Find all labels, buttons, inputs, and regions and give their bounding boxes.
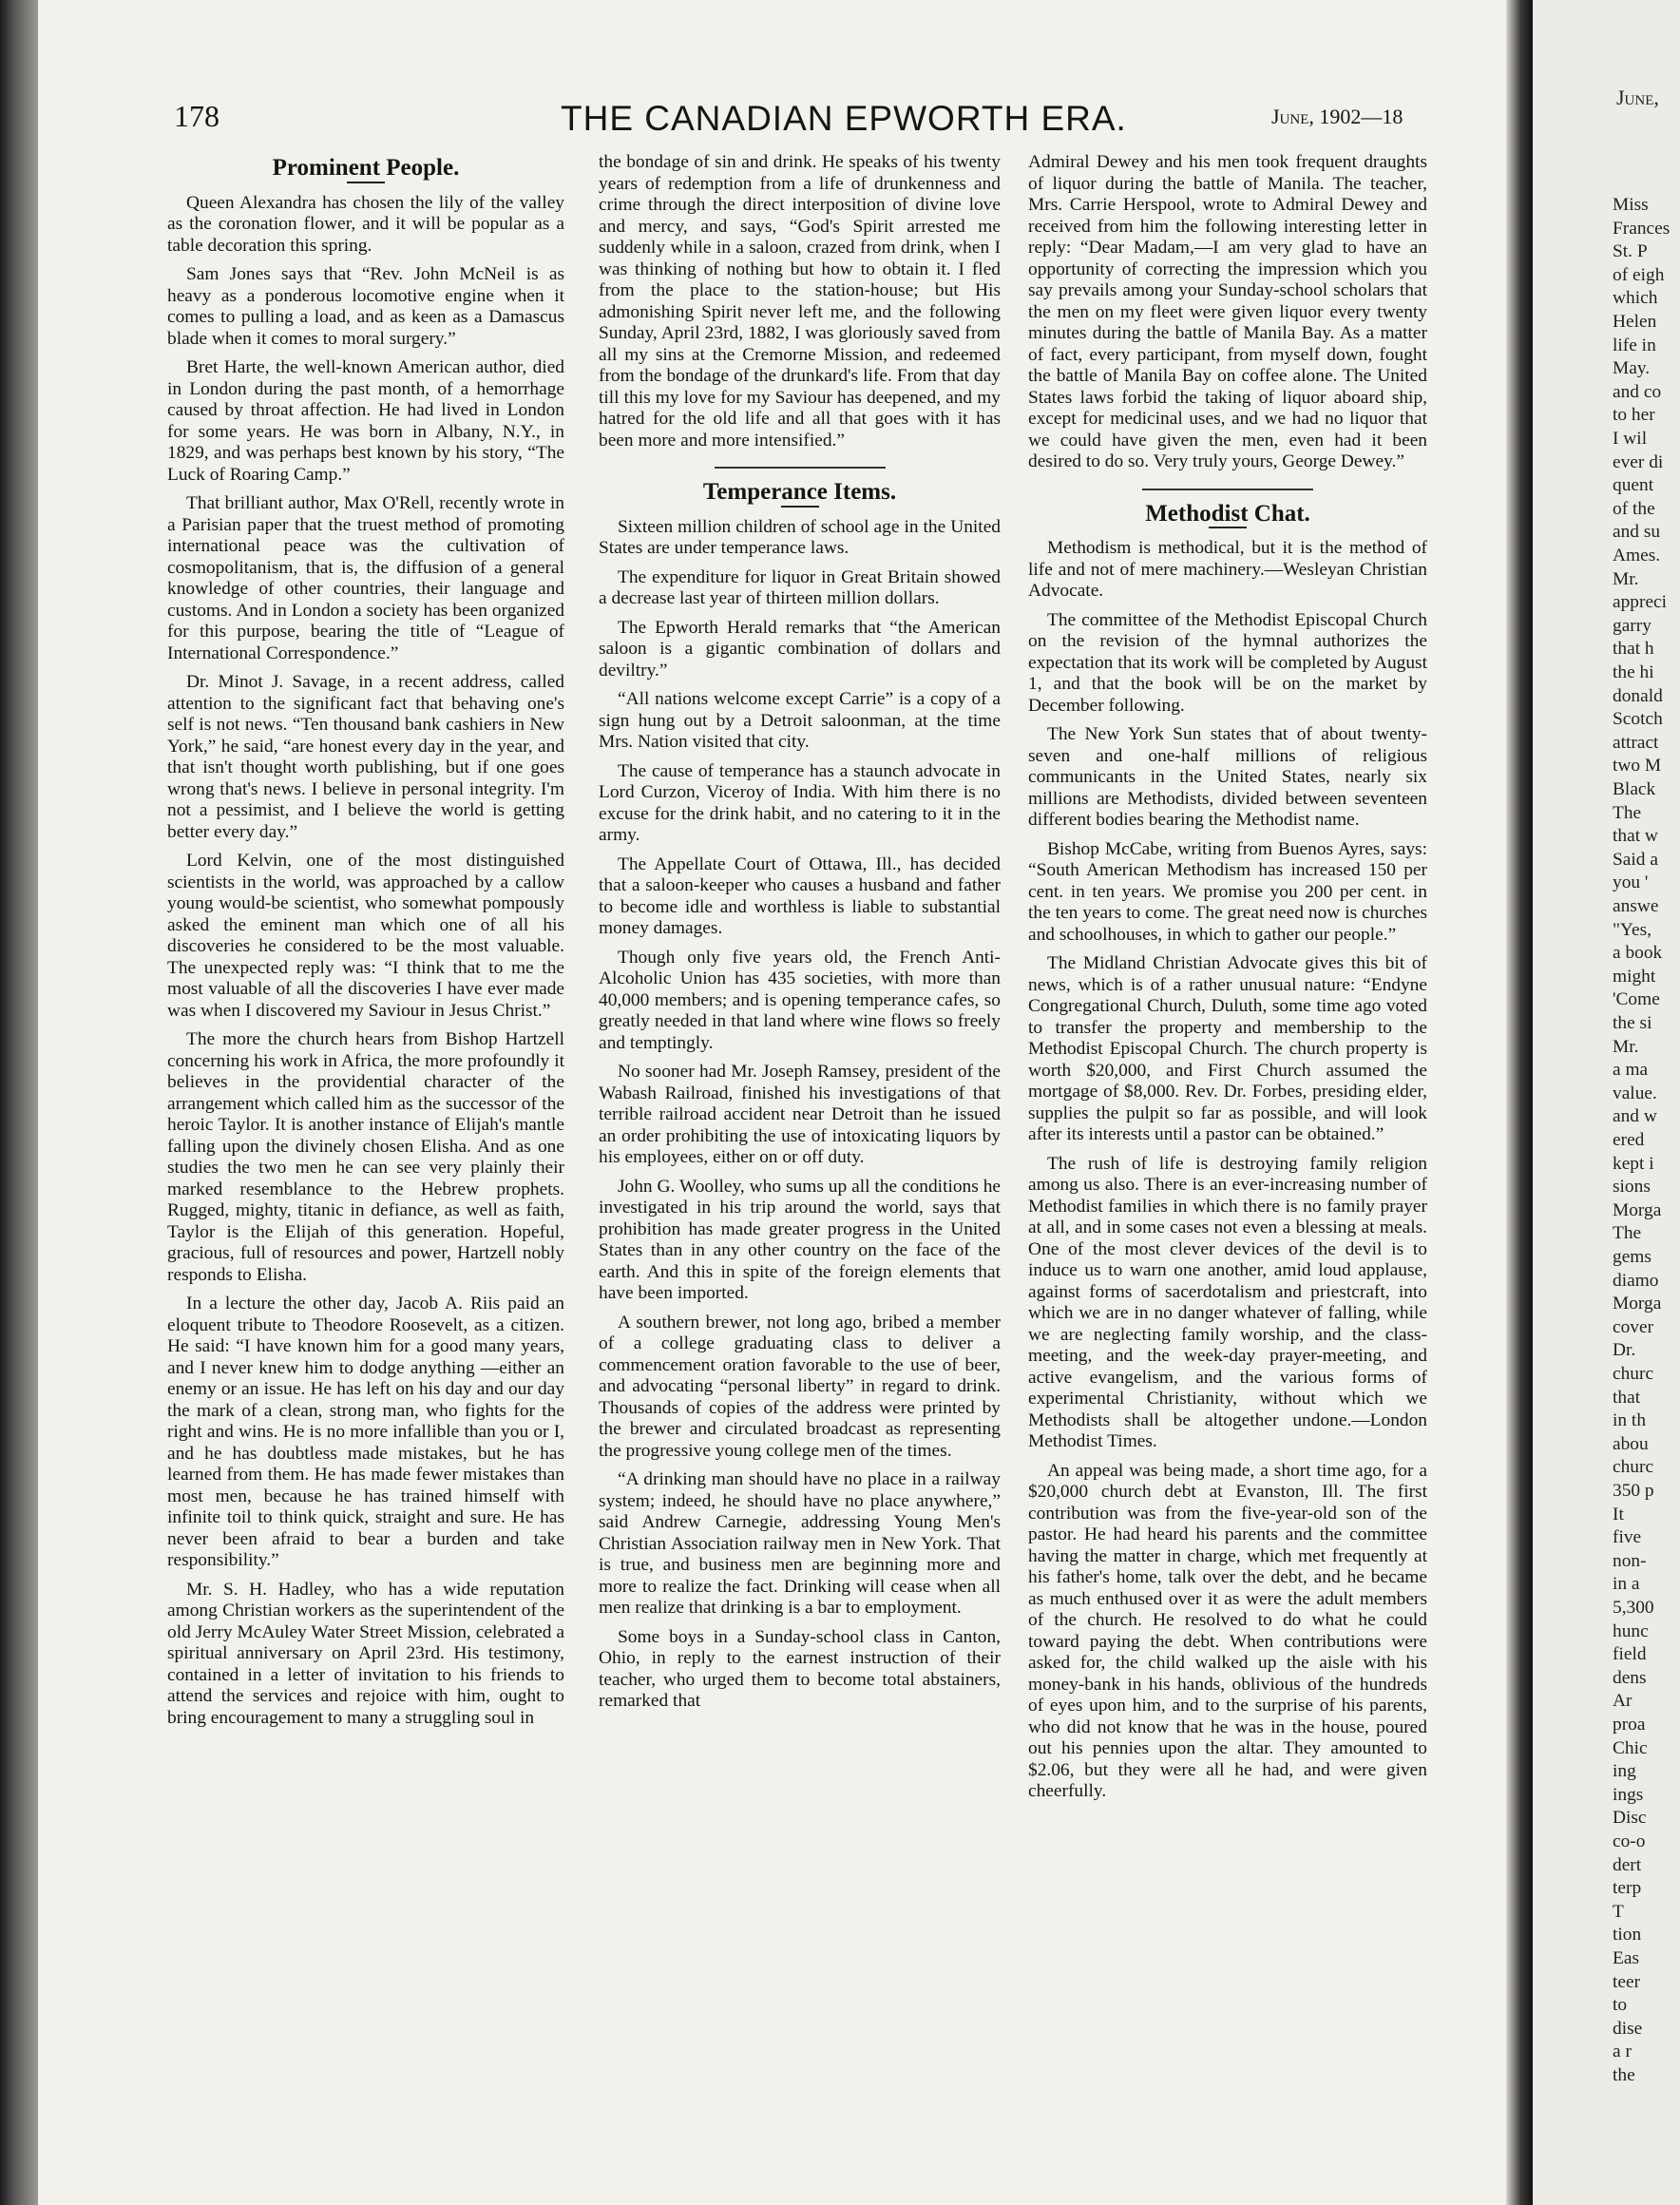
page-number: 178 <box>174 99 220 133</box>
next-page-fragment: Ar <box>1613 1691 1632 1712</box>
next-page-fragment: might <box>1613 966 1656 987</box>
next-page-fragment: Eas <box>1613 1948 1639 1968</box>
article-paragraph: The rush of life is destroying family religion among us also. There is an ever-increasing number of Methodist families in which there is no family prayer at all, and in some cases not even a blessing at meals. One of the most clever devices of the devil is to induce us to warn one another, amid loud applause, against forms of sacerdotalism and priestcraft, into which we are in no danger whatever of falling, while we are neglecting family worship, and the class-meeting, and the week-day prayer-meeting, and active evangelism, and the various forms of experimental Christianity, without which we Methodists shall be altogether undone.—London Methodist Times. <box>1028 1153 1427 1451</box>
next-page-fragment: sions <box>1613 1177 1651 1198</box>
article-paragraph: Bishop McCabe, writing from Buenos Ayres, says: “South American Methodism has increased 150 per cent. in ten years. We promise you 200 per cent. in the ten years to come. The great need now is churches and schoolhouses, in which to gather our people.” <box>1028 838 1427 945</box>
article-paragraph: Bret Harte, the well-known American author, died in London during the past month, of a hemorrhage caused by throat affection. He had lived in London for some years. He was born in Albany, N.Y., in 1829, and was perhaps best known by his story, “The Luck of Roaring Camp.” <box>167 357 564 485</box>
next-page-fragment: five <box>1613 1527 1642 1548</box>
next-page-fragment: and su <box>1613 522 1661 543</box>
next-page-fragment: Ames. <box>1613 546 1661 566</box>
next-page-header: June, <box>1616 86 1659 109</box>
column-2-body <box>599 517 1001 1713</box>
heading-rule <box>781 506 819 508</box>
next-page-fragment: of eigh <box>1613 264 1665 285</box>
section-separator <box>1142 489 1313 490</box>
article-paragraph: No sooner had Mr. Joseph Ramsey, president of the Wabash Railroad, finished his investigations of that terrible railroad accident near Detroit than he issued an order prohibiting the use of intoxicating liquors by his employees, either on or off duty. <box>599 1062 1001 1167</box>
next-page-fragment: Said a <box>1613 849 1658 870</box>
next-page-fragment: 'Come <box>1613 989 1660 1010</box>
article-paragraph: A southern brewer, not long ago, bribed a member of a college graduating class to deliver a commencement oration favorable to the use of beer, and advocating “personal liberty” in regard to drink. Thousands of copies of the address were printed by the brewer and circulated broadcast as representing the progressive young college men of the times. <box>599 1312 1001 1461</box>
heading-rule <box>347 182 385 183</box>
next-page-fragment: garry <box>1613 615 1651 636</box>
next-page-fragment: Black <box>1613 779 1656 799</box>
next-page-fragment: ered <box>1613 1130 1645 1150</box>
next-page-fragment: quent <box>1613 475 1654 496</box>
next-page-fragment: and w <box>1613 1106 1657 1127</box>
article-paragraph: John G. Woolley, who sums up all the conditions he investigated in his trip around the world, says that prohibition has made greater progress in the United States than in any other country on the face of the earth. And this in spite of the foreign elements that have been imported. <box>599 1176 1001 1303</box>
next-page-edge <box>1533 0 1680 2205</box>
next-page-fragment: two M <box>1613 756 1662 777</box>
next-page-fragment: to her <box>1613 405 1655 426</box>
next-page-fragment: Mr. <box>1613 568 1639 589</box>
article-paragraph: In a lecture the other day, Jacob A. Riis paid an eloquent tribute to Theodore Roosevelt, as a citizen. He said: “I have known him for a good many years, and I never knew him to dodge anything —either an enemy or an issue. He has left on his day and our day the mark of a clean, strong man, who fights for the right and wins. He is no more infallible than you or I, and he has doubtless made mistakes, but he has learned from them. He has made fewer mistakes than most men, because he has trained himself with infinite toil to think quick, straight and sure. He has never been afraid to bear a burden and take responsibility.” <box>167 1294 564 1570</box>
book-gutter-shadow <box>1506 0 1533 2205</box>
next-page-fragment: non- <box>1613 1550 1647 1571</box>
section-heading-prominent-people: Prominent People. <box>272 155 460 181</box>
article-paragraph: Queen Alexandra has chosen the lily of the valley as the coronation flower, and it will be popular as a table decoration this spring. <box>167 192 564 256</box>
publication-title: THE CANADIAN EPWORTH ERA. <box>561 99 1127 138</box>
next-page-fragment: proa <box>1613 1715 1646 1735</box>
next-page-fragment: attract <box>1613 732 1659 753</box>
article-paragraph: Mr. S. H. Hadley, who has a wide reputation among Christian workers as the superintendent of the old Jerry McAuley Water Street Mission, celebrated a spiritual anniversary on April 23rd. His testimony, contained in a letter of invitation to his friends to attend the services and rejoice with him, ought to bring encouragement to many a struggling soul in <box>167 1579 564 1728</box>
next-page-fragment: Scotch <box>1613 709 1663 730</box>
next-page-fragment: ings <box>1613 1784 1644 1805</box>
next-page-fragment: the si <box>1613 1013 1652 1033</box>
next-page-fragment: dise <box>1613 2018 1643 2039</box>
next-page-fragment: kept i <box>1613 1153 1654 1174</box>
next-page-fragment: field <box>1613 1644 1647 1665</box>
next-page-fragment: value. <box>1613 1083 1657 1103</box>
next-page-fragment: cover <box>1613 1316 1654 1337</box>
article-paragraph: Sam Jones says that “Rev. John McNeil is as heavy as a ponderous locomotive engine when it comes to pulling a load, and as keen as a Damascus blade when it comes to moral surgery.” <box>167 264 564 349</box>
column-1 <box>167 152 564 1736</box>
next-page-fragment: ever di <box>1613 451 1664 472</box>
column-2 <box>599 152 1001 1720</box>
next-page-fragment: that <box>1613 1387 1641 1408</box>
next-page-fragment: The <box>1613 802 1642 823</box>
issue-date: June, 1902—18 <box>1271 105 1403 128</box>
next-page-fragment: T <box>1613 1901 1624 1922</box>
section-heading-temperance-items: Temperance Items. <box>702 479 897 505</box>
next-page-fragment: to <box>1613 1995 1628 2016</box>
article-paragraph: Though only five years old, the French Anti-Alcoholic Union has 435 societies, with more than 40,000 members; and is opening temperance cafes, so greatly needed in that land where wine flows so freely and temptingly. <box>599 947 1001 1053</box>
next-page-fragment: a book <box>1613 943 1663 964</box>
article-paragraph: That brilliant author, Max O'Rell, recently wrote in a Parisian paper that the truest method of promoting international peace was the cultivation of cosmopolitanism, that is, the diffusion of a general knowledge of other countries, their language and customs. And in London a society has been organized for this purpose, bearing the title of “League of International Correspondence.” <box>167 493 564 663</box>
next-page-fragment: Morga <box>1613 1199 1662 1220</box>
article-paragraph: The Epworth Herald remarks that “the American saloon is a gigantic combination of dollars and deviltry.” <box>599 617 1001 681</box>
article-paragraph: “A drinking man should have no place in a railway system; indeed, he should have no place anywhere,” said Andrew Carnegie, addressing Young Men's Christian Association railway men in New York. That is true, and business men are beginning more and more to realize the fact. Drinking will cease when all men realize that drinking is a bar to employment. <box>599 1469 1001 1618</box>
next-page-fragment: "Yes, <box>1613 919 1651 940</box>
article-paragraph: Dr. Minot J. Savage, in a recent address, called attention to the significant fact that behaving one's self is not news. “Ten thousand bank cashiers in New York,” he said, “are honest every day in the year, and that isn't thought worth publishing, but if one goes wrong that's news. I believe in personal integrity. I'm not a pessimist, and I believe the world is getting better every day.” <box>167 672 564 842</box>
column-3-body <box>1028 538 1427 1803</box>
article-paragraph: The Appellate Court of Ottawa, Ill., has decided that a saloon-keeper who causes a husband and father to become idle and worthless is liable to substantial money damages. <box>599 853 1001 938</box>
article-paragraph: Some boys in a Sunday-school class in Canton, Ohio, in reply to the earnest instruction of their teacher, who urged them to become total abstainers, remarked that <box>599 1626 1001 1711</box>
next-page-fragment: churc <box>1613 1457 1654 1478</box>
next-page-fragment: Chic <box>1613 1737 1648 1758</box>
next-page-fragment: you ' <box>1613 872 1649 893</box>
next-page-fragment: dert <box>1613 1854 1642 1875</box>
next-page-fragment: St. P <box>1613 241 1648 262</box>
next-page-fragment: Miss <box>1613 195 1649 215</box>
book-spine-shadow <box>0 0 38 2205</box>
article-paragraph: The cause of temperance has a staunch advocate in Lord Curzon, Viceroy of India. With him there is no excuse for the drink habit, and no catering to it in the army. <box>599 760 1001 845</box>
next-page-fragment: The <box>1613 1223 1642 1244</box>
next-page-fragment: May. <box>1613 358 1651 379</box>
next-page-fragment: that w <box>1613 826 1658 847</box>
next-page-fragment: terp <box>1613 1878 1642 1899</box>
next-page-fragment: dens <box>1613 1667 1647 1688</box>
column-1-body <box>167 193 564 1730</box>
next-page-fragment: It <box>1613 1504 1624 1524</box>
next-page-fragment: churc <box>1613 1364 1654 1384</box>
article-paragraph: “All nations welcome except Carrie” is a copy of a sign hung out by a Detroit saloonman, at the time Mrs. Nation visited that city. <box>599 689 1001 752</box>
next-page-fragment: hunc <box>1613 1620 1649 1641</box>
section-separator <box>715 467 886 469</box>
next-page-fragment: of the <box>1613 498 1655 519</box>
next-page-fragment: teer <box>1613 1971 1641 1992</box>
column-3 <box>1028 152 1427 1811</box>
next-page-fragment: which <box>1613 288 1658 309</box>
continued-paragraph: the bondage of sin and drink. He speaks of his twenty years of redemption from a life of drunkenness and crime through the direct interposition of divine love and mercy, and says, “God's Spirit arrested me suddenly while in a saloon, crazed from drink, when I was thinking of nothing but how to obtain it. I fled from the place to the station-house; but His admonishing Spirit never left me, and the following Sunday, April 23rd, 1882, I was gloriously saved from all my sins at the Cremorne Mission, and redeemed from the bondage of the drunkard's life. From that day till this my love for my Saviour has deepened, and my hatred for the old life and all that goes with it has been more and more intensified.” <box>599 152 1001 451</box>
article-paragraph: Methodism is methodical, but it is the method of life and not of mere machinery.—Wesleyan Christian Advocate. <box>1028 538 1427 601</box>
next-page-fragment: that h <box>1613 639 1654 660</box>
article-paragraph: Sixteen million children of school age in the United States are under temperance laws. <box>599 516 1001 558</box>
next-page-fragment: abou <box>1613 1433 1649 1454</box>
article-paragraph: The committee of the Methodist Episcopal Church on the revision of the hymnal authorizes the expectation that its work will be completed by August 1, and that the book will be on the market by December following. <box>1028 609 1427 716</box>
next-page-fragment: answe <box>1613 896 1659 916</box>
next-page-fragment: Dr. <box>1613 1340 1636 1361</box>
next-page-fragment: the <box>1613 2065 1635 2085</box>
next-page-fragment: Frances <box>1613 218 1670 239</box>
article-paragraph: The more the church hears from Bishop Hartzell concerning his work in Africa, the more profoundly it believes in the providential character of the arrangement which called him as the successor of the heroic Taylor. It is another instance of Elijah's mantle falling upon the divinely chosen Elisha. And as one studies the two men he can see very plainly their marked resemblance to the Hebrew prophets. Rugged, mighty, titanic in defiance, as well as faith, Taylor is the Elijah of this generation. Hopeful, gracious, full of resources and power, Hartzell nobly responds to Elisha. <box>167 1029 564 1285</box>
next-page-fragment: in th <box>1613 1410 1647 1431</box>
next-page-fragment: in a <box>1613 1574 1640 1595</box>
next-page-fragment: the hi <box>1613 662 1654 682</box>
article-paragraph: The expenditure for liquor in Great Britain showed a decrease last year of thirteen million dollars. <box>599 566 1001 608</box>
next-page-fragment: a r <box>1613 2042 1632 2062</box>
next-page-fragment: ing <box>1613 1761 1636 1782</box>
next-page-fragment: and co <box>1613 381 1662 402</box>
next-page-fragment: donald <box>1613 685 1663 706</box>
next-page-fragment: Mr. <box>1613 1036 1639 1057</box>
next-page-fragment: co-o <box>1613 1831 1646 1851</box>
next-page-fragment: I wil <box>1613 429 1648 449</box>
next-page-fragment: Morga <box>1613 1294 1662 1314</box>
next-page-fragment: Disc <box>1613 1808 1647 1829</box>
next-page-fragment: Helen <box>1613 312 1657 332</box>
next-page-fragment: 5,300 <box>1613 1598 1654 1618</box>
next-page-fragment: life in <box>1613 335 1656 355</box>
next-page-fragment: gems <box>1613 1247 1651 1267</box>
section-heading-methodist-chat: Methodist Chat. <box>1145 500 1310 527</box>
article-paragraph: The Midland Christian Advocate gives this bit of news, which is of a rather unusual nature: “Endyne Congregational Church, Duluth, some time ago voted to transfer the property and membership to the Methodist Episcopal Church. The church property is worth $20,000, and First Church assumed the mortgage of $8,000. Rev. Dr. Forbes, presiding elder, supplies the pulpit so far as possible, and will look after its interests until a pastor can be obtained.” <box>1028 953 1427 1144</box>
article-paragraph: Lord Kelvin, one of the most distinguished scientists in the world, was approached by a callow young would-be scientist, who somewhat pompously asked the eminent man which one of all his discoveries he considered to be the most valuable. The unexpected reply was: “I think that to me the most valuable of all the discoveries I have ever made was when I discovered my Saviour in Jesus Christ.” <box>167 851 564 1021</box>
next-page-fragment: a ma <box>1613 1060 1649 1081</box>
heading-rule <box>1209 527 1247 528</box>
article-paragraph: An appeal was being made, a short time ago, for a $20,000 church debt at Evanston, Ill. The first contribution was from the five-year-old son of the pastor. He had heard his parents and the committee having the matter in charge, which met frequently at his father's home, talk over the debt, and he became as much enthused over it as were the adult members of the church. He resolved to do what he could toward paying the debt. When contributions were asked for, the child walked up the aisle with his money-bank in his hands, oblivious of the hundreds of eyes upon him, and to the surprise of his parents, who did not know that he was in the house, poured out his pennies upon the altar. They amounted to $2.06, but they were all he had, and were given cheerfully. <box>1028 1460 1427 1801</box>
next-page-fragment: appreci <box>1613 592 1668 613</box>
next-page-fragment: diamo <box>1613 1270 1659 1291</box>
article-paragraph: The New York Sun states that of about twenty-seven and one-half millions of religious communicants in the United States, nearly six millions are Methodists, divided between seventeen different bodies bearing the Methodist name. <box>1028 724 1427 830</box>
next-page-fragment: 350 p <box>1613 1481 1654 1501</box>
next-page-fragment: tion <box>1613 1925 1642 1946</box>
continued-paragraph: Admiral Dewey and his men took frequent draughts of liquor during the battle of Manila. The teacher, Mrs. Carrie Herspool, wrote to Admiral Dewey and received from him the following interesting letter in reply: “Dear Madam,—I am very glad to have an opportunity of correcting the impression which you say prevails among your Sunday-school scholars that the men on my fleet were given liquor every twenty minutes during the battle of Manila Bay. As a matter of fact, every participant, from myself down, fought the battle of Manila Bay on coffee alone. The United States laws forbid the taking of liquor aboard ship, except for medicinal uses, and we had no liquor that we could have given the men, even had it been desired to do so. Very truly yours, George Dewey.” <box>1028 152 1427 471</box>
